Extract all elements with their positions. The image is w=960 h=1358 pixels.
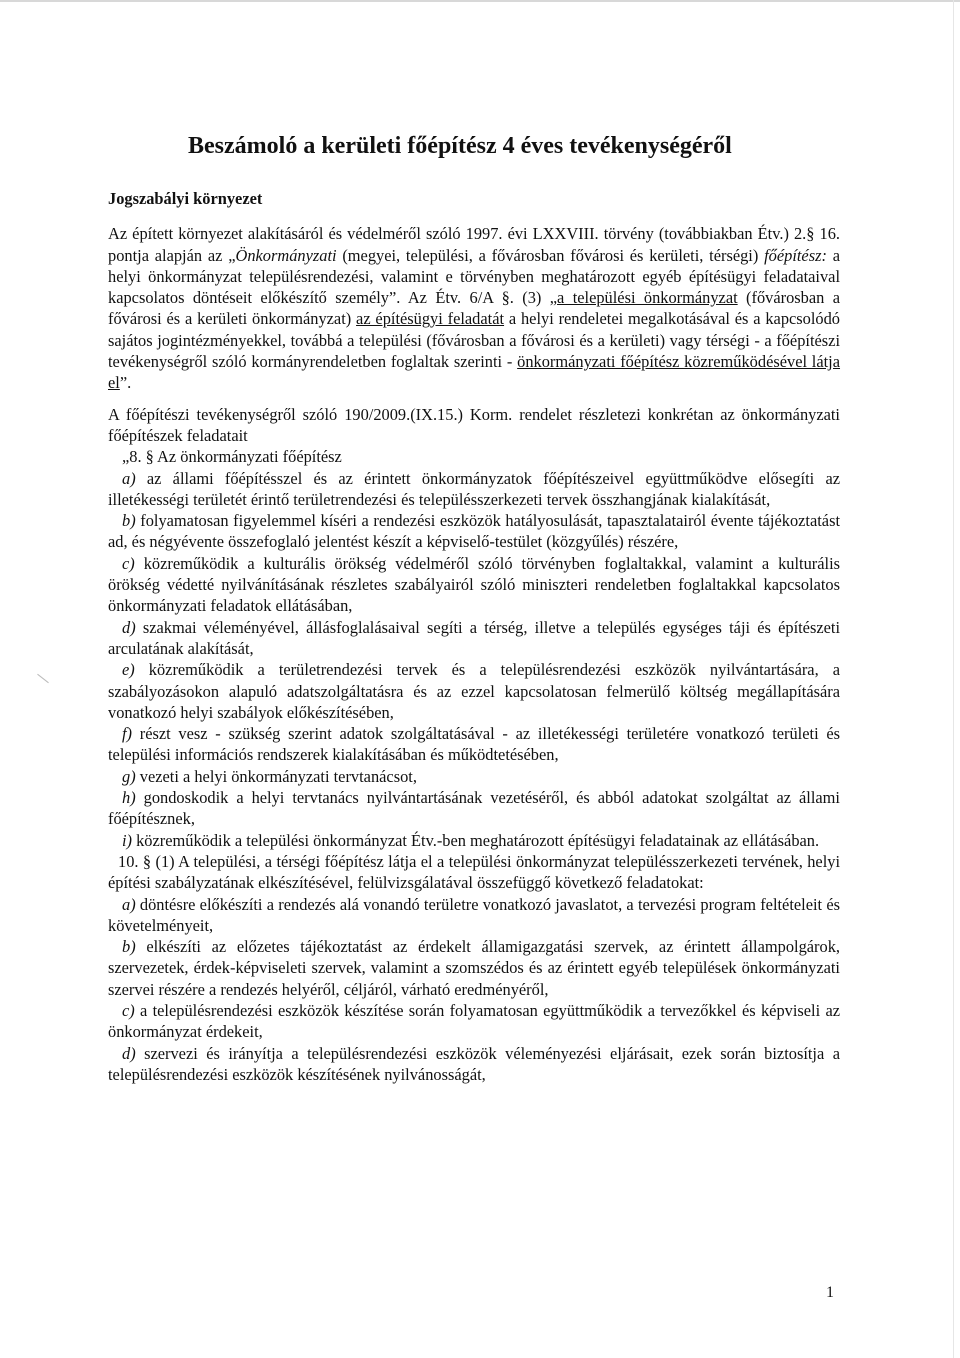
item-label: a)	[122, 468, 136, 488]
item-label: d)	[122, 1043, 136, 1063]
item-text: folyamatosan figyelemmel kíséri a rendezési eszközök hatályosulását, tapasztalatairól évente tájékoztatást ad, és négyévente összefoglaló jelentést készít a képviselő-testület (közgyűlés) részére,	[108, 511, 840, 552]
list-item	[108, 659, 840, 723]
text-run: Az épített környezet alakításáról és védelméről szóló 1997. évi LXXVIII. törvény (továbbiakban Étv.) 2.§ 16. pontja alapján az „	[108, 224, 840, 265]
item-text: közreműködik a területrendezési tervek és a településrendezési eszközök nyilvántartására, a szabályozásokon alapuló adatszolgáltatásra és az ezzel kapcsolatosan felmerülő költség megállapítására vonatkozó helyi szabályok előkészítésében,	[108, 660, 840, 722]
item-text: szakmai véleményével, állásfoglalásaival segíti a térség, illetve a település egységes táji és építészeti arculatának alakítását,	[108, 617, 840, 658]
item-text: közreműködik a kulturális örökség védelméről szóló törvényben foglaltakkal, valamint a kulturális örökség védetté nyilvánításának részletes szabályairól szóló miniszteri rendeletben foglaltakkal kapcsolatos önkormányzati feladatok ellátásában,	[108, 553, 840, 616]
paragraph-section-8: „8. § Az önkormányzati főépítész	[122, 447, 342, 467]
item-text: részt vesz - szükség szerint adatok szolgáltatásával - az illetékességi területére vonatkozó területi és települési információs rendszerek kialakításában és működtetésében,	[108, 724, 840, 765]
underlined-run: a települési önkormányzat	[557, 288, 738, 308]
item-text: az állami főépítésszel és az érintett önkormányzatok főépítészeivel együttműködve elősegíti az illetékességi területét érintő területrendezési és településszerkezeti tervek összhangjának kialakítását,	[108, 468, 840, 509]
item-label: c)	[122, 553, 135, 573]
item-text: közreműködik a települési önkormányzat Étv.-ben meghatározott építésügyi feladatainak az ellátásában.	[132, 830, 820, 850]
text-run: (fővárosban a fővárosi és a kerületi önkormányzat)	[108, 288, 840, 329]
item-text: szervezi és irányítja a településrendezési eszközök véleményezési eljárásait, ezek során biztosítja a településrendezési eszközök készítésének nyilvánosságát,	[108, 1043, 840, 1084]
item-text: gondoskodik a helyi tervtanács nyilvántartásának vezetéséről, és abból adatokat szolgáltat az állami főépítésznek,	[108, 788, 840, 829]
list-item	[108, 894, 840, 937]
item-label: d)	[122, 617, 136, 637]
list-item	[108, 617, 840, 660]
text-run: ”.	[119, 373, 132, 393]
document-body	[108, 188, 840, 1085]
item-label: c)	[122, 1000, 135, 1020]
item-text: vezeti a helyi önkormányzati tervtanácsot,	[135, 766, 417, 786]
text-run: a helyi rendeletei megalkotásával és a kapcsolódó sajátos jogintézményekkel, továbbá a települési (fővárosban a fővárosi és a kerületi) vagy térségi - a főépítészi tevékenységről szóló kormányrendeletben foglaltak szerinti -	[108, 309, 841, 372]
text-run: (megyei, települési, a fővárosban fővárosi és kerületi, térségi)	[336, 245, 765, 265]
underlined-run: az építésügyi feladatát	[356, 309, 505, 329]
list-item	[108, 468, 840, 511]
item-label: f)	[122, 724, 133, 744]
page-number: 1	[826, 1284, 834, 1301]
list-item	[108, 787, 840, 830]
item-label: e)	[122, 660, 135, 680]
paragraph-regulation: A főépítészi tevékenységről szóló 190/2009.(IX.15.) Korm. rendelet részletezi konkrétan az önkormányzati főépítészek feladatait	[108, 404, 840, 445]
scan-edge-top	[0, 0, 960, 2]
italic-run: főépítész:	[764, 245, 827, 265]
list-item	[108, 553, 840, 617]
paragraph-legal-environment	[108, 223, 840, 393]
item-label: b)	[122, 937, 136, 957]
document-title: Beszámoló a kerületi főépítész 4 éves tevékenységéről	[188, 133, 732, 159]
list-item	[108, 936, 840, 1000]
scan-edge-right	[953, 0, 954, 1358]
item-label: a)	[122, 894, 136, 914]
list-item	[108, 1000, 840, 1043]
list-item	[108, 766, 840, 787]
item-text: elkészíti az előzetes tájékoztatást az érdekelt államigazgatási szervek, az érintett állampolgárok, szervezetek, érdek-képviseleti szervek, valamint a szomszédos és az érintett egyéb települések önkormányzati szervei részére a rendezés helyéről, céljáról, várható eredményéről,	[108, 937, 840, 999]
item-label: b)	[122, 511, 136, 531]
item-text: a településrendezési eszközök készítése során folyamatosan együttműködik a tervezőkkel és képviseli az önkormányzat érdekeit,	[108, 1000, 840, 1042]
italic-run: Önkormányzati	[235, 245, 337, 265]
item-label: g)	[122, 766, 136, 786]
list-item	[108, 723, 840, 766]
list-item	[108, 830, 840, 851]
underlined-run: önkormányzati főépítész közreműködésével látja el	[108, 352, 841, 393]
paragraph-section-10: 10. § (1) A települési, a térségi főépítész látja el a települési önkormányzat településszerkezeti tervének, helyi építési szabályzatának elkészítésével, felülvizsgálatával összefüggő következő feladatokat:	[108, 851, 840, 893]
item-label: h)	[122, 788, 136, 808]
item-text: döntésre előkészíti a rendezés alá vonandó területre vonatkozó javaslatot, a tervezési program feltételeit és követelményeit,	[108, 894, 840, 935]
scan-mark	[37, 674, 49, 683]
section-heading: Jogszabályi környezet	[108, 189, 263, 208]
list-item	[108, 510, 840, 553]
text-run: a helyi önkormányzat településrendezési, valamint e törvényben meghatározott egyéb építésügyi feladataival kapcsolatos döntéseit előkészítő személy”. Az Étv. 6/A §. (3) „	[108, 245, 840, 308]
list-item	[108, 1043, 840, 1086]
item-label: i)	[122, 830, 133, 850]
